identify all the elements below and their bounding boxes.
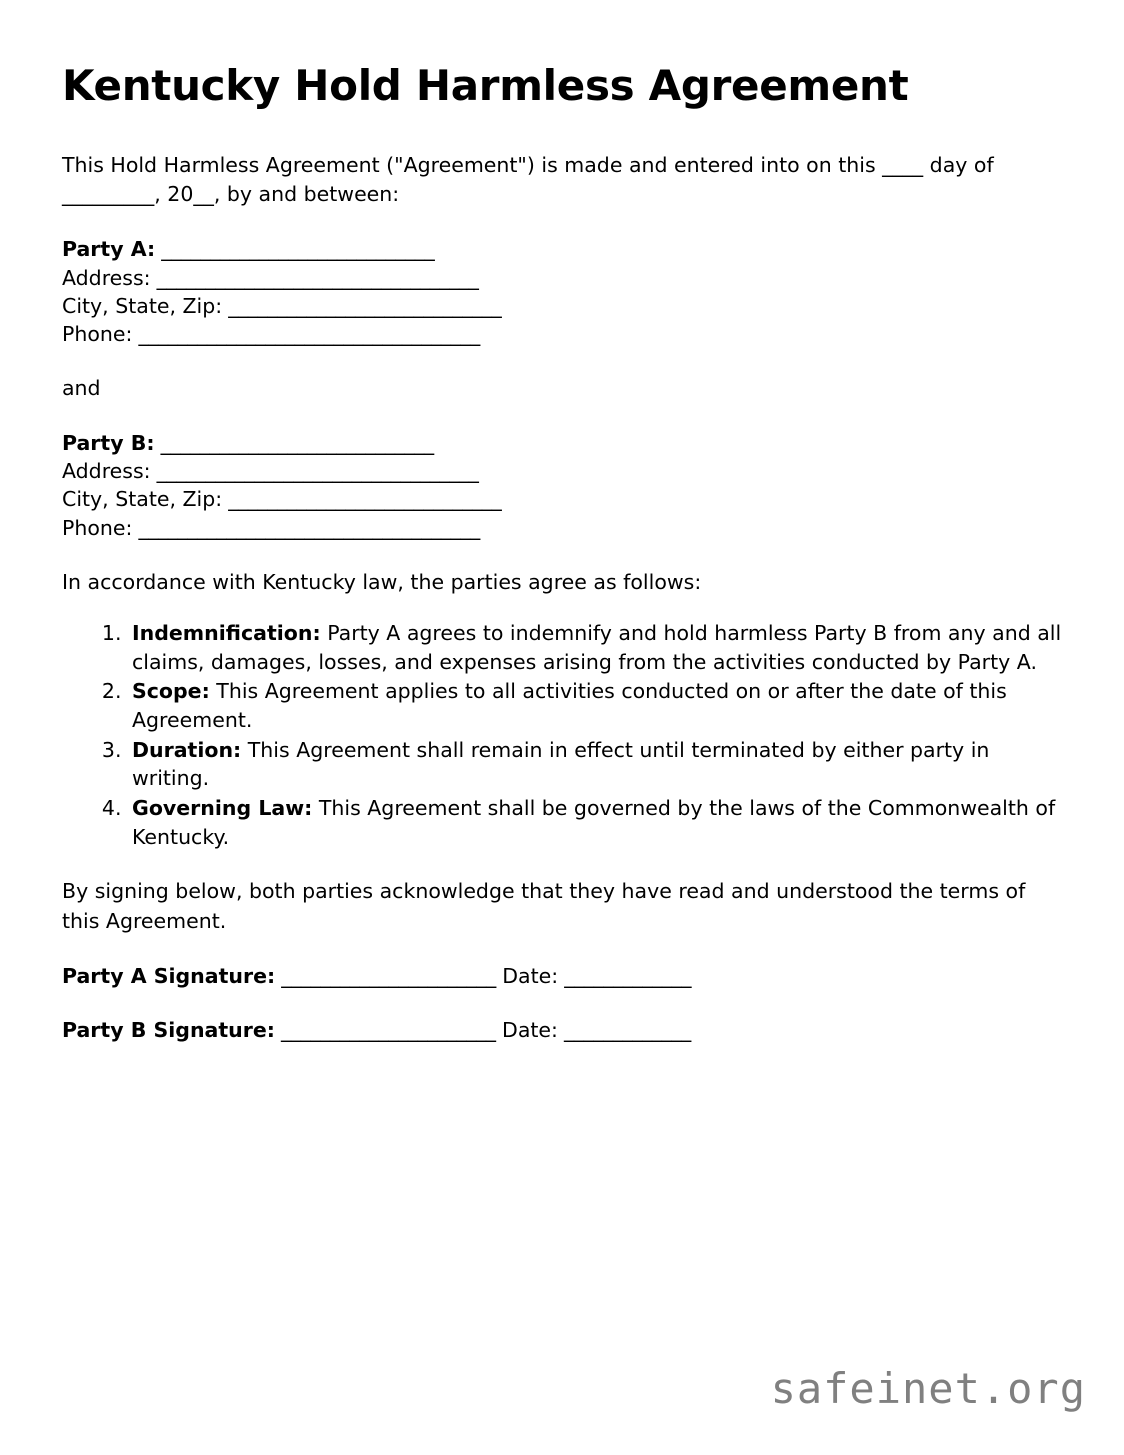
party-a-signature-label: Party A Signature: bbox=[62, 963, 276, 988]
party-a-signature-blank[interactable]: ______________________ bbox=[275, 963, 496, 988]
party-a-block bbox=[62, 235, 1062, 348]
party-a-date-blank[interactable]: _____________ bbox=[558, 963, 691, 988]
conjunction-text: and bbox=[62, 376, 101, 401]
party-b-signature-label: Party B Signature: bbox=[62, 1017, 275, 1042]
party-a-label: Party A: bbox=[62, 237, 156, 262]
party-b-address-label: Address: bbox=[62, 458, 151, 483]
term-name: Scope: bbox=[132, 679, 210, 704]
party-b-date-label: Date: bbox=[495, 1017, 558, 1042]
term-name: Governing Law: bbox=[132, 796, 313, 821]
term-name: Indemnification: bbox=[132, 620, 321, 645]
list-item bbox=[128, 619, 1062, 676]
party-b-city-blank[interactable]: ____________________________ bbox=[222, 487, 502, 512]
party-b-address-blank[interactable]: _________________________________ bbox=[150, 458, 479, 483]
party-b-phone-label: Phone: bbox=[62, 515, 133, 540]
party-a-phone-row bbox=[62, 320, 1062, 348]
intro-paragraph: This Hold Harmless Agreement ("Agreement") is made and entered into on this ____ day of _________, 20__, by and between: bbox=[62, 153, 994, 207]
party-b-phone-blank[interactable]: ___________________________________ bbox=[132, 515, 480, 540]
party-b-label: Party B: bbox=[62, 430, 155, 455]
list-item bbox=[128, 677, 1062, 734]
party-b-signature-blank[interactable]: ______________________ bbox=[274, 1017, 496, 1042]
term-text: This Agreement applies to all activities conducted on or after the date of this Agreement. bbox=[132, 679, 1007, 732]
party-b-address-row bbox=[62, 457, 1062, 485]
party-a-address-label: Address: bbox=[62, 265, 151, 290]
accordance-paragraph: In accordance with Kentucky law, the parties agree as follows: bbox=[62, 569, 702, 594]
term-text: This Agreement shall be governed by the laws of the Commonwealth of Kentucky. bbox=[132, 796, 1056, 849]
party-a-city-label: City, State, Zip: bbox=[62, 293, 223, 318]
party-b-city-row bbox=[62, 485, 1062, 513]
term-text: Party A agrees to indemnify and hold harmless Party B from any and all claims, damages, losses, and expenses arising from the activities conducted by Party A. bbox=[132, 620, 1062, 674]
term-name: Duration: bbox=[132, 737, 242, 762]
party-a-date-label: Date: bbox=[495, 963, 559, 988]
party-b-block bbox=[62, 429, 1062, 542]
party-a-name-blank[interactable]: ____________________________ bbox=[155, 237, 435, 262]
party-a-phone-label: Phone: bbox=[62, 322, 133, 347]
party-a-city-blank[interactable]: ____________________________ bbox=[222, 293, 502, 318]
terms-list bbox=[62, 619, 1062, 852]
party-a-phone-blank[interactable]: ___________________________________ bbox=[132, 322, 480, 347]
term-text: This Agreement shall remain in effect until terminated by either party in writing. bbox=[132, 737, 990, 791]
watermark-text: safeinet.org bbox=[770, 1364, 1086, 1413]
party-b-name-blank[interactable]: ____________________________ bbox=[154, 430, 434, 455]
party-b-phone-row bbox=[62, 514, 1062, 542]
acknowledgement-paragraph: By signing below, both parties acknowledge that they have read and understood the terms of this Agreement. bbox=[62, 879, 1026, 933]
party-b-date-blank[interactable]: _____________ bbox=[557, 1017, 691, 1042]
party-a-address-row bbox=[62, 264, 1062, 292]
page-title: Kentucky Hold Harmless Agreement bbox=[62, 61, 909, 110]
party-a-city-row bbox=[62, 292, 1062, 320]
party-a-name-row bbox=[62, 235, 1062, 263]
list-item bbox=[128, 794, 1062, 851]
party-b-signature-row bbox=[62, 1016, 1062, 1044]
party-a-signature-row bbox=[62, 962, 1062, 990]
party-b-name-row bbox=[62, 429, 1062, 457]
list-item bbox=[128, 736, 1062, 793]
party-b-city-label: City, State, Zip: bbox=[62, 487, 223, 512]
party-a-address-blank[interactable]: _________________________________ bbox=[150, 265, 479, 290]
